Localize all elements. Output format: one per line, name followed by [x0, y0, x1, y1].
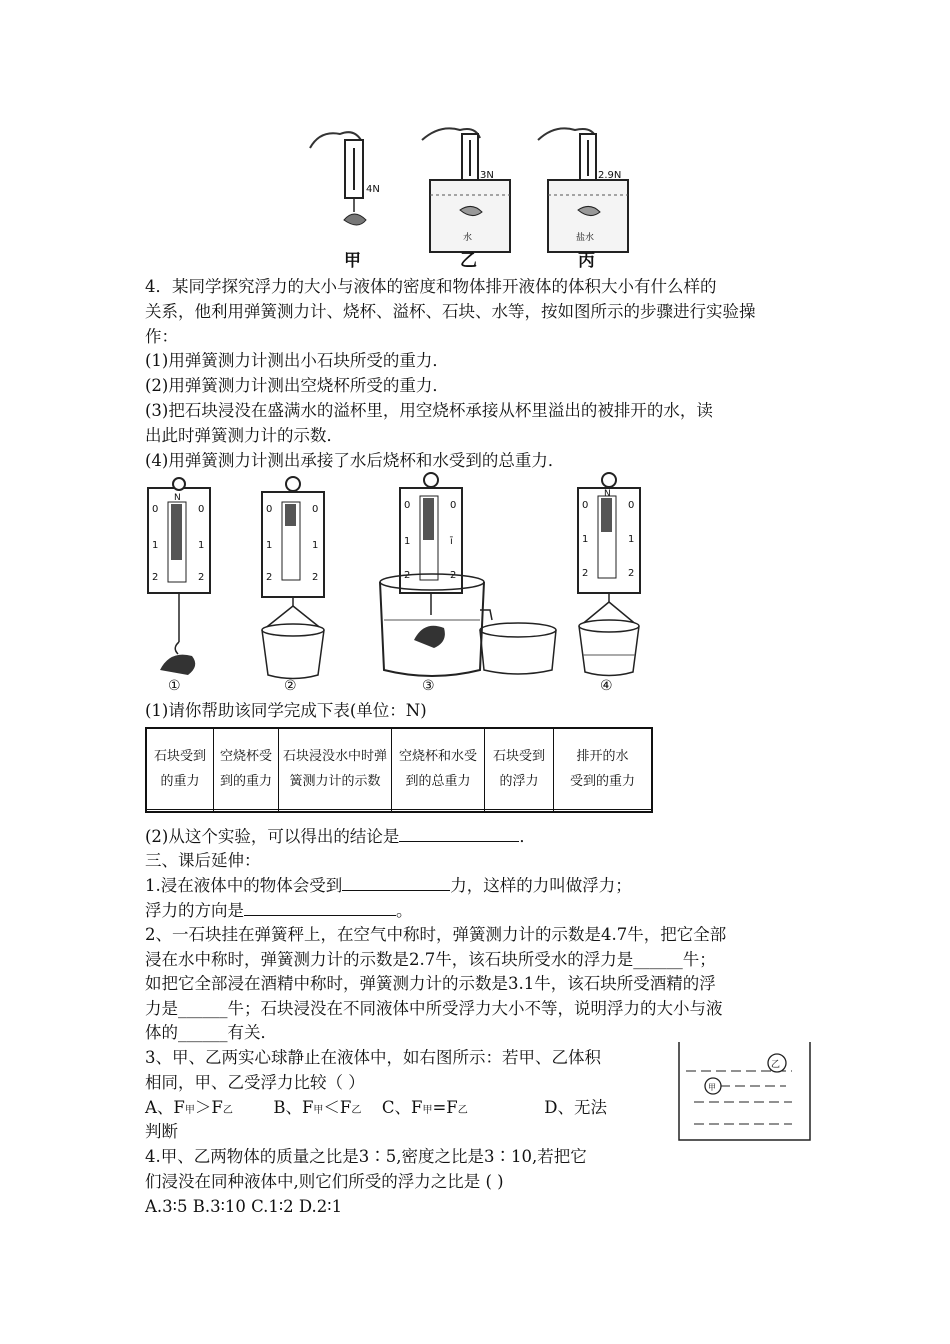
spring-scale-4: [578, 473, 640, 694]
table-cell[interactable]: [214, 810, 279, 812]
scale-bing: [538, 128, 628, 252]
svg-text:2: 2: [266, 572, 273, 583]
svg-text:2: 2: [582, 568, 589, 579]
q4-step-1: (1)用弹簧测力计测出小石块所受的重力．: [145, 351, 449, 370]
q4-step-4: (4)用弹簧测力计测出承接了水后烧杯和水受到的总重力．: [145, 451, 565, 470]
option-b[interactable]: B、F甲＜F乙: [273, 1098, 362, 1117]
table-header-cell: 排开的水 受到的重力: [554, 728, 653, 810]
section-3-title: 三、课后延伸：: [145, 851, 261, 870]
svg-text:0: 0: [450, 500, 457, 511]
data-table: [145, 727, 653, 813]
figure-two-balls: [676, 1040, 816, 1146]
step-num-3: ③: [422, 678, 435, 694]
s3-q2-line2: 浸在水中称时，弹簧测力计的示数是2.7牛，该石块所受水的浮力是______牛；: [145, 950, 716, 969]
liquid-water: 水: [463, 233, 473, 243]
s3-q4-line2: 们浸没在同种液体中,则它们所受的浮力之比是 ( ): [145, 1172, 504, 1191]
table-header-cell: 空烧杯受 到的重力: [214, 728, 279, 810]
scale-yi: [422, 128, 510, 252]
svg-text:0: 0: [582, 500, 589, 511]
svg-text:2: 2: [312, 572, 319, 583]
s3-q3-line2: 相同，甲、乙受浮力比较（ ）: [145, 1073, 365, 1092]
table-header-cell: 石块受到 的浮力: [485, 728, 554, 810]
table-cell[interactable]: [554, 810, 653, 812]
s3-q2-line1: 2、一石块挂在弹簧秤上，在空气中称时，弹簧测力计的示数是4.7牛，把它全部: [145, 925, 727, 944]
svg-text:1: 1: [266, 540, 273, 551]
svg-text:0: 0: [198, 504, 205, 515]
q4-step-3b: 出此时弹簧测力计的示数．: [145, 426, 343, 445]
reading-jia: 4N: [366, 184, 380, 195]
table-header-cell: 石块受到 的重力: [146, 728, 214, 810]
s3-q4-line1: 4.甲、乙两物体的质量之比是3∶5,密度之比是3∶10,若把它: [145, 1147, 587, 1166]
svg-text:0: 0: [628, 500, 635, 511]
s3-q1-blank-1[interactable]: [342, 874, 450, 891]
table-cell[interactable]: [279, 810, 392, 812]
q4-step-2: (2)用弹簧测力计测出空烧杯所受的重力．: [145, 376, 449, 395]
svg-text:2: 2: [198, 572, 205, 583]
spring-scale-3: [380, 473, 556, 694]
reading-yi: 3N: [480, 170, 494, 181]
s3-q1-blank-2[interactable]: [244, 899, 396, 916]
spring-scale-1: [148, 478, 210, 694]
svg-text:乙: 乙: [771, 1060, 781, 1070]
svg-text:ī: ī: [450, 536, 453, 547]
s3-q2-line3: 如把它全部浸在酒精中称时，弹簧测力计的示数是3.1牛，该石块所受酒精的浮: [145, 974, 716, 993]
svg-text:2: 2: [404, 570, 411, 581]
table-header-cell: 空烧杯和水受 到的总重力: [392, 728, 485, 810]
s3-q3-line1: 3、甲、乙两实心球静止在液体中，如右图所示：若甲、乙体积: [145, 1048, 601, 1067]
step-num-2: ②: [284, 678, 297, 694]
svg-text:0: 0: [152, 504, 159, 515]
s3-q3-option-d-cont: 判断: [145, 1122, 178, 1141]
option-d[interactable]: D、无法: [544, 1098, 607, 1117]
svg-text:1: 1: [152, 540, 159, 551]
table-row: [146, 810, 652, 812]
q4-intro-3: 作：: [145, 327, 178, 346]
svg-text:1: 1: [582, 534, 589, 545]
s3-q2-line4: 力是______牛；石块浸没在不同液体中所受浮力大小不等，说明浮力的大小与液: [145, 999, 723, 1018]
figure-four-steps: [140, 470, 660, 695]
option-a[interactable]: A、F甲＞F乙: [145, 1098, 233, 1117]
step-num-4: ④: [600, 678, 613, 694]
label-yi: 乙: [460, 251, 477, 270]
liquid-saltwater: 盐水: [576, 233, 595, 243]
svg-text:2: 2: [152, 572, 159, 583]
q4-intro-1: 4．某同学探究浮力的大小与液体的密度和物体排开液体的体积大小有什么样的: [145, 277, 717, 296]
svg-text:1: 1: [628, 534, 635, 545]
table-header-row: [146, 728, 652, 810]
q4-step-3a: (3)把石块浸没在盛满水的溢杯里，用空烧杯承接从杯里溢出的被排开的水，读: [145, 401, 713, 420]
scale-jia: [310, 132, 380, 225]
option-c[interactable]: C、F甲=F乙: [381, 1098, 468, 1117]
figure-spring-scale-three: [300, 120, 630, 270]
reading-bing: 2.9N: [598, 170, 622, 181]
table-cell[interactable]: [485, 810, 554, 812]
svg-text:0: 0: [312, 504, 319, 515]
svg-text:0: 0: [404, 500, 411, 511]
step-num-1: ①: [168, 678, 181, 694]
svg-text:0: 0: [266, 504, 273, 515]
table-cell[interactable]: [392, 810, 485, 812]
conclusion-blank[interactable]: [399, 825, 519, 842]
svg-text:1: 1: [198, 540, 205, 551]
table-header-cell: 石块浸没水中时弹 簧测力计的示数: [279, 728, 392, 810]
table-cell[interactable]: [146, 810, 214, 812]
label-jia: 甲: [344, 251, 361, 270]
q4-intro-2: 关系，他利用弹簧测力计、烧杯、溢杯、石块、水等，按如图所示的步骤进行实验操: [145, 302, 756, 321]
label-bing: 丙: [578, 251, 595, 270]
svg-text:1: 1: [404, 536, 411, 547]
svg-text:N: N: [604, 489, 611, 499]
s3-q4-options: A.3∶5 B.3∶10 C.1∶2 D.2∶1: [145, 1197, 343, 1216]
q4-conclusion: (2)从这个实验，可以得出的结论是 ．: [145, 827, 536, 846]
s3-q3-options: [145, 1097, 607, 1122]
s3-q2-line5: 体的______有关．: [145, 1023, 277, 1042]
svg-text:甲: 甲: [708, 1083, 716, 1092]
svg-text:1: 1: [312, 540, 319, 551]
svg-text:2: 2: [628, 568, 635, 579]
q4-table-prompt: (1)请你帮助该同学完成下表(单位：N): [145, 701, 427, 720]
s3-q1-line2: 浮力的方向是 。: [145, 901, 413, 920]
svg-text:N: N: [174, 493, 181, 503]
svg-text:2: 2: [450, 570, 457, 581]
spring-scale-2: [262, 477, 324, 694]
s3-q1-line1: 1.浸在液体中的物体会受到 力，这样的力叫做浮力；: [145, 876, 632, 895]
